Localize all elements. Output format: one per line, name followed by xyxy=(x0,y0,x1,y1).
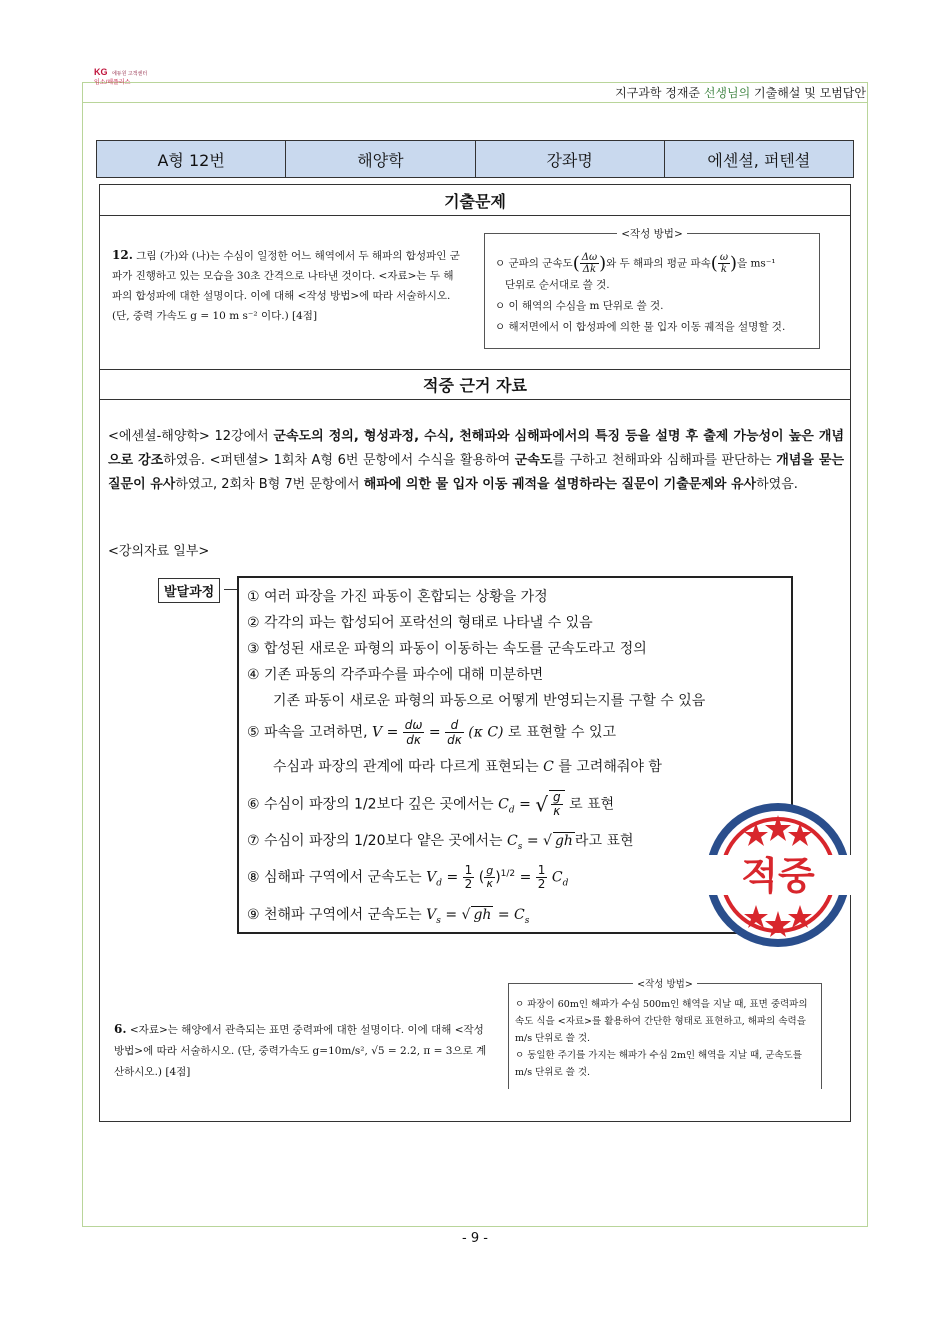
publisher-logo xyxy=(94,62,147,87)
frac2-num: ω xyxy=(719,252,728,263)
group-velocity-fraction xyxy=(580,252,599,275)
step-9-sub: s xyxy=(436,915,441,926)
step-6-sub: d xyxy=(508,805,515,816)
step-9-eq: = xyxy=(445,907,458,923)
step-8-sub: d xyxy=(436,878,443,889)
basis-section-title: 적중 근거 자료 xyxy=(100,369,850,400)
step-5b-a: 수심과 파장의 관계에 따라 다르게 표현되는 xyxy=(273,759,539,775)
basis-b4: 해파에 의한 물 입자 이동 궤적을 설명하라는 질문이 기출문제와 유사 xyxy=(363,477,757,492)
step-6-prefix: ⑥ 수심이 파장의 1/2보다 깊은 곳에서는 xyxy=(247,796,494,813)
step-9-prefix: ⑨ 천해파 구역에서 군속도는 xyxy=(247,907,422,923)
lecture-label: <강의자료 일부> xyxy=(108,544,210,559)
question-6-text: <자료>는 해양에서 관측되는 표면 중력파에 대한 설명이다. 이에 대해 <작성 방법>에 따라 서술하시오. (단, 중력가속도 g=10m/s², √5 = 2.2, π = 3으로 계산하시오.) [4점] xyxy=(114,1024,487,1078)
method-box-2-title: <작성 방법> xyxy=(633,979,697,990)
question-12-number: 12. xyxy=(112,248,133,262)
step-8-frac2-num: 1 xyxy=(537,863,546,877)
step-5-frac1-num: dω xyxy=(404,718,423,732)
header-title-highlight: 선생님의 xyxy=(703,86,751,100)
step-5-frac2-num: d xyxy=(445,718,464,733)
step-4a: ④ 기존 파동의 각주파수를 파수에 대해 미분하면 xyxy=(247,667,544,683)
method-2-item-1: ㅇ 파장이 60m인 해파가 수심 500m인 해역을 지날 때, 표면 중력파의 속도 식을 <자료>를 활용하여 간단한 형태로 표현하고, 해파의 속력을 m/s 단위로 쓸 것. xyxy=(515,999,808,1044)
step-5b-c: C xyxy=(543,759,554,775)
logo-brand: KG xyxy=(94,67,108,77)
method-1-item-1-a: ㅇ 군파의 군속도 xyxy=(495,257,573,270)
step-5-frac1 xyxy=(403,718,425,747)
step-8-frac1-num: 1 xyxy=(464,863,473,877)
basis-b3: 개념을 묻는 질문이 유사 xyxy=(108,453,844,492)
step-7-suffix: 라고 표현 xyxy=(574,833,634,849)
step-8-eq: = xyxy=(446,869,459,886)
question-6-number: 6. xyxy=(114,1022,127,1036)
step-5-frac2-den: dκ xyxy=(447,733,462,747)
basis-p1: <에센셜-해양학> 12강에서 xyxy=(108,429,274,444)
step-8-frac1-den: 2 xyxy=(464,877,473,891)
step-8-prefix: ⑧ 심해파 구역에서 군속도는 xyxy=(247,869,422,886)
step-8-c: C xyxy=(551,869,563,886)
step-5-v: V = xyxy=(372,724,399,741)
basis-p4: 하였고, 2회차 B형 7번 문항에서 xyxy=(175,477,364,492)
step-1: ① 여러 파장을 가진 파동이 혼합되는 상황을 가정 xyxy=(247,589,548,605)
basis-b2: 군속도 xyxy=(514,453,553,468)
step-6-frac xyxy=(551,791,563,818)
main-content-box xyxy=(99,184,851,1122)
step-5-kc: (κ C) xyxy=(468,724,504,741)
step-8-inner-num: g xyxy=(486,864,494,877)
header-title-prefix: 지구과학 정재준 xyxy=(615,86,704,100)
method-1-item-2: ㅇ 이 해역의 수심을 m 단위로 쓸 것. xyxy=(495,300,664,312)
step-7-eq: = xyxy=(526,833,539,849)
step-9-c-sub: s xyxy=(524,915,530,926)
step-6-suffix: 로 표현 xyxy=(569,796,615,813)
method-box-2 xyxy=(508,979,822,1089)
step-9: ⑨ 천해파 구역에서 군속도는 $V_s$ = √ gh = $C_s$ xyxy=(247,907,530,926)
info-cell-course-label: 강좌명 xyxy=(476,141,665,177)
phase-velocity-fraction xyxy=(718,252,730,275)
step-8-c-sub: d xyxy=(562,878,569,889)
frac-den: Δk xyxy=(582,264,597,275)
step-5 xyxy=(247,718,616,747)
basis-p3: 를 구하고 천해파와 심해파를 판단하는 xyxy=(552,453,777,468)
step-5-eq: = xyxy=(428,724,441,741)
question-12-text: 그림 (가)와 (나)는 수심이 일정한 어느 해역에서 두 해파의 합성파인 군파가 진행하고 있는 모습을 30초 간격으로 나타낸 것이다. <자료>는 두 해파의 합성파에 대한 설명이다. 이에 대해 <작성 방법>에 따라 서술하시오. (단, 중력 가속도 g = 10 m s⁻² 이다.) [4점] xyxy=(112,250,460,322)
basis-paragraph xyxy=(108,425,844,497)
step-8-v: V xyxy=(426,869,437,886)
step-8: ⑧ 심해파 구역에서 군속도는 $V_d$ = $\frac{1}{2}$ ( $\frac{g}{\kappa}$ )$^{1/2}$ = $\frac{1}{2}$ $C_d$ xyxy=(247,863,569,891)
stamp-text: 적중 xyxy=(741,854,815,898)
info-cell-subject: 해양학 xyxy=(286,141,475,177)
step-8-eq2: = xyxy=(519,869,532,886)
step-5-frac1-den: dκ xyxy=(406,733,421,747)
header-divider xyxy=(82,102,868,103)
step-5-prefix: ⑤ 파속을 고려하면, xyxy=(247,724,368,741)
basis-p5: 하였음. xyxy=(756,477,798,492)
page-number: - 9 - xyxy=(462,1231,488,1246)
header-title-suffix: 기출해설 및 모범답안 xyxy=(750,86,866,100)
step-9-root: gh xyxy=(473,907,492,923)
exam-section-title: 기출문제 xyxy=(100,185,850,216)
method-box-1 xyxy=(484,228,820,349)
info-cell-type: A형 12번 xyxy=(97,141,286,177)
step-7-c: C xyxy=(507,833,518,849)
step-8-frac2-den: 2 xyxy=(537,877,546,891)
basis-p2: 하였음. <퍼텐셜> 1회차 A형 6번 문항에서 수식을 활용하여 xyxy=(163,453,515,468)
logo-sub: 임소/해플러스 xyxy=(94,80,131,86)
header-title xyxy=(615,84,866,101)
step-4b: 기존 파동이 새로운 파형의 파동으로 어떻게 반영되는지를 구할 수 있음 xyxy=(273,693,706,709)
step-9-v: V xyxy=(426,907,437,923)
method-1-item-1-b: 와 두 해파의 평균 파속 xyxy=(606,257,711,270)
step-8-frac2 xyxy=(536,864,548,891)
frac2-den: k xyxy=(720,264,727,275)
step-8-inner-frac xyxy=(484,865,495,890)
step-6-c: C xyxy=(498,796,509,813)
step-6-frac-num: g xyxy=(553,790,561,804)
method-1-item-1-d: 단위로 순서대로 쓸 것. xyxy=(505,279,610,291)
step-2: ② 각각의 파는 합성되어 포락선의 형태로 나타낼 수 있음 xyxy=(247,615,593,631)
method-1-item-3: ㅇ 해저면에서 이 합성파에 의한 물 입자 이동 궤적을 설명할 것. xyxy=(495,321,786,333)
development-connector xyxy=(224,589,237,590)
method-1-item-1-c: 을 ms⁻¹ xyxy=(737,257,776,270)
step-8-inner-den: κ xyxy=(486,877,493,890)
step-7-prefix: ⑦ 수심이 파장의 1/20보다 얕은 곳에서는 xyxy=(247,833,503,849)
step-5-suffix: 로 표현할 수 있고 xyxy=(507,724,617,741)
step-8-pow: 1/2 xyxy=(500,868,516,879)
method-2-item-2: ㅇ 동일한 주기를 가지는 해파가 수심 2m인 해역을 지날 때, 군속도를 m/s 단위로 쓸 것. xyxy=(515,1050,802,1078)
info-table xyxy=(96,140,854,178)
step-9-eq2: = C xyxy=(497,907,525,923)
basis-b1: 군속도의 정의, 형성과정, 수식, 천해파와 심해파에서의 특징 등을 설명 후 출제 가능성이 높은 개념으로 강조 xyxy=(108,429,844,468)
step-6-frac-den: κ xyxy=(553,804,561,818)
method-box-1-title: <작성 방법> xyxy=(617,228,687,240)
step-3: ③ 합성된 새로운 파형의 파동이 이동하는 속도를 군속도라고 정의 xyxy=(247,641,647,657)
development-label: 발달과정 xyxy=(158,578,220,603)
step-7-sub: s xyxy=(517,841,523,852)
question-6 xyxy=(114,1019,494,1083)
question-12 xyxy=(112,245,462,326)
hit-stamp-icon xyxy=(704,801,852,949)
step-7: ⑦ 수심이 파장의 1/20보다 얕은 곳에서는 $C_s$ = √ gh 라고 표현 xyxy=(247,833,634,852)
info-cell-course: 에센셜, 퍼텐셜 xyxy=(707,150,811,170)
step-6: ⑥ 수심이 파장의 1/2보다 깊은 곳에서는 $C_d$ = √ $\frac{g}{\kappa}$ 로 표현 xyxy=(247,790,615,818)
step-8-frac1 xyxy=(463,864,475,891)
frac-num: Δω xyxy=(581,252,598,263)
step-5b xyxy=(273,756,662,776)
step-6-root xyxy=(549,790,565,818)
step-7-root: gh xyxy=(554,833,573,849)
step-5b-b: 를 고려해줘야 함 xyxy=(558,759,662,775)
step-5-frac2 xyxy=(445,718,464,747)
step-6-eq: = xyxy=(519,796,531,813)
logo-small: 에듀원 고객센터 xyxy=(111,71,148,77)
method-1-item-1: ㅇ 군파의 군속도( $\frac{\Delta\omega}{\Delta k}$ )와 두 해파의 평균 파속( $\frac{\omega}{k}$ )을 ms⁻¹ xyxy=(495,252,776,275)
